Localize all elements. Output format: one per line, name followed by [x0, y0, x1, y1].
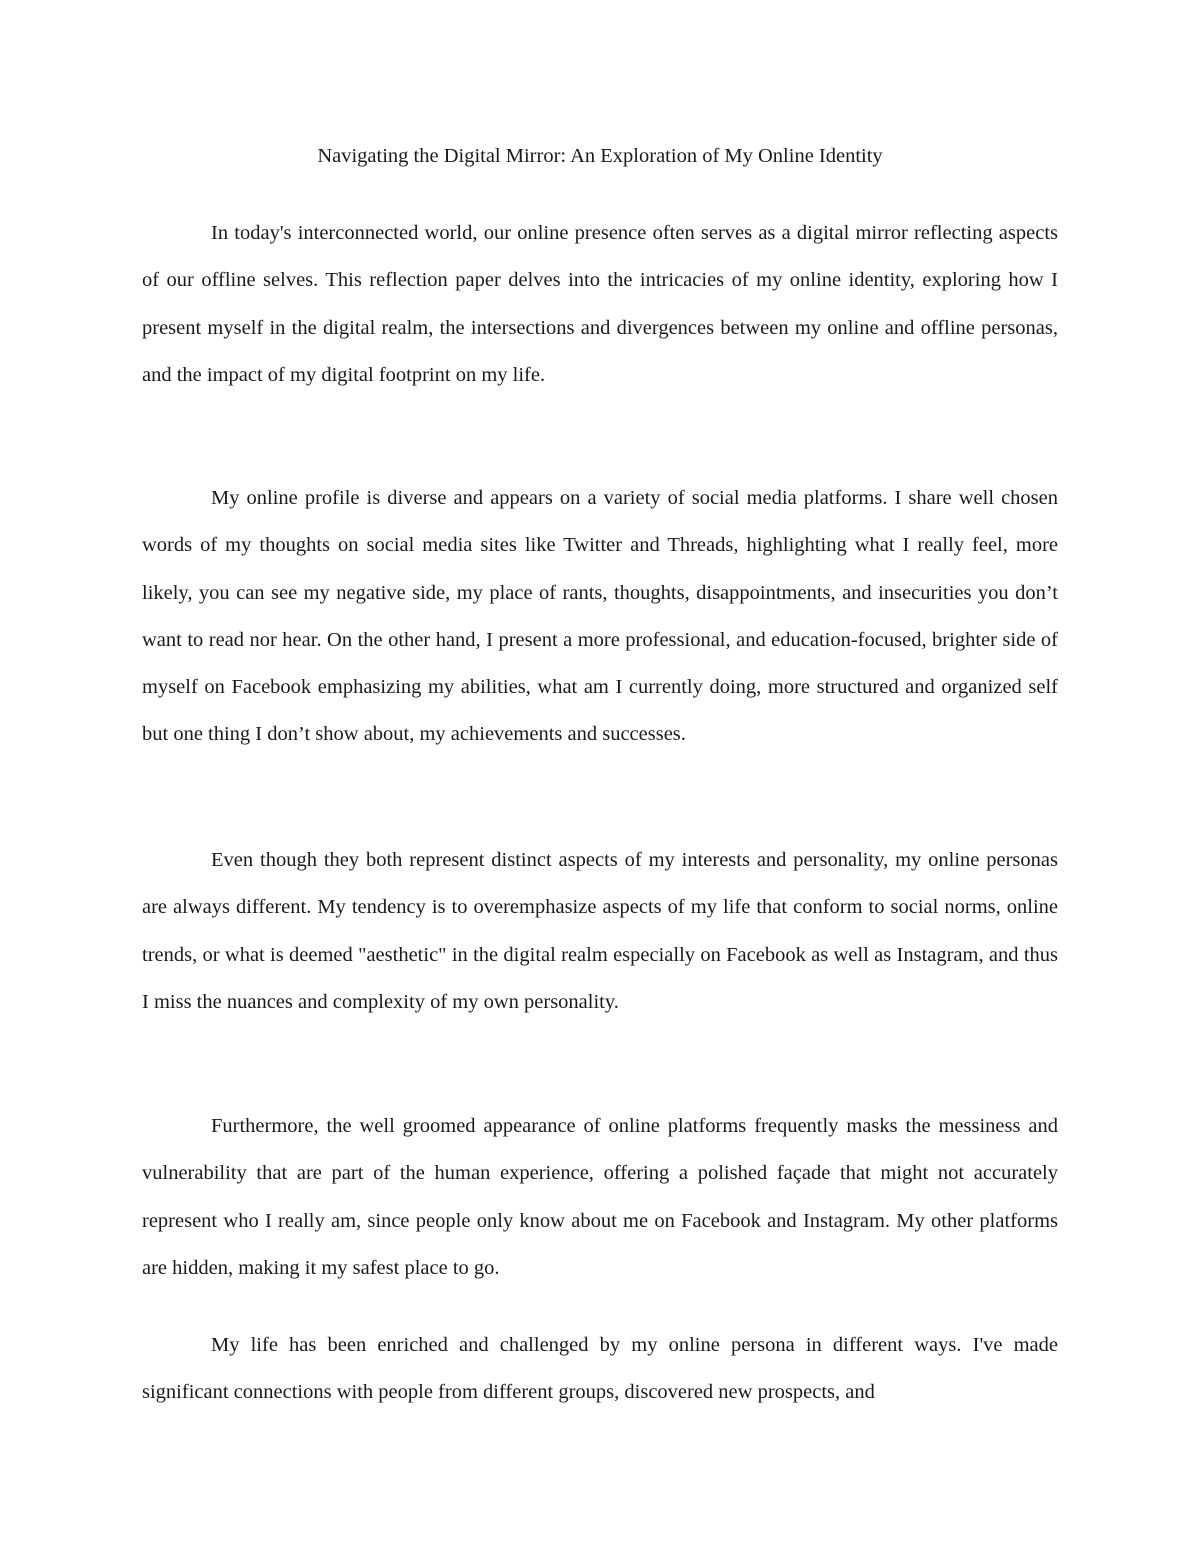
paragraph-online-profile: My online profile is diverse and appears on a variety of social media platforms. I share well chosen words of my thoughts on social media sites like Twitter and Threads, highlighting what I really feel, more likely, you can see my negative side, my place of rants, thoughts, disappointments, and insecurities you don’t want to read nor hear. On the other hand, I present a more professional, and education-focused, brighter side of myself on Facebook emphasizing my abilities, what am I currently doing, more structured and organized self but one thing I don’t show about, my achievements and successes. — [142, 487, 1058, 746]
document-title: Navigating the Digital Mirror: An Exploration of My Online Identity — [317, 145, 883, 167]
paragraph-enriched-challenged: My life has been enriched and challenged by my online persona in different ways. I've made significant connections with people from different groups, discovered new prospects, and — [142, 1334, 1058, 1404]
paragraph-groomed-appearance: Furthermore, the well groomed appearance of online platforms frequently masks the messiness and vulnerability that are part of the human experience, offering a polished façade that might not accurately represent who I really am, since people only know about me on Facebook and Instagram. My other platforms are hidden, making it my safest place to go. — [142, 1115, 1058, 1279]
paragraph-online-personas: Even though they both represent distinct aspects of my interests and personality, my online personas are always different. My tendency is to overemphasize aspects of my life that conform to social norms, online trends, or what is deemed "aesthetic" in the digital realm especially on Facebook as well as Instagram, and thus I miss the nuances and complexity of my own personality. — [142, 849, 1058, 1013]
paragraph-intro: In today's interconnected world, our online presence often serves as a digital mirror reflecting aspects of our offline selves. This reflection paper delves into the intricacies of my online identity, exploring how I present myself in the digital realm, the intersections and divergences between my online and offline personas, and the impact of my digital footprint on my life. — [142, 222, 1058, 386]
